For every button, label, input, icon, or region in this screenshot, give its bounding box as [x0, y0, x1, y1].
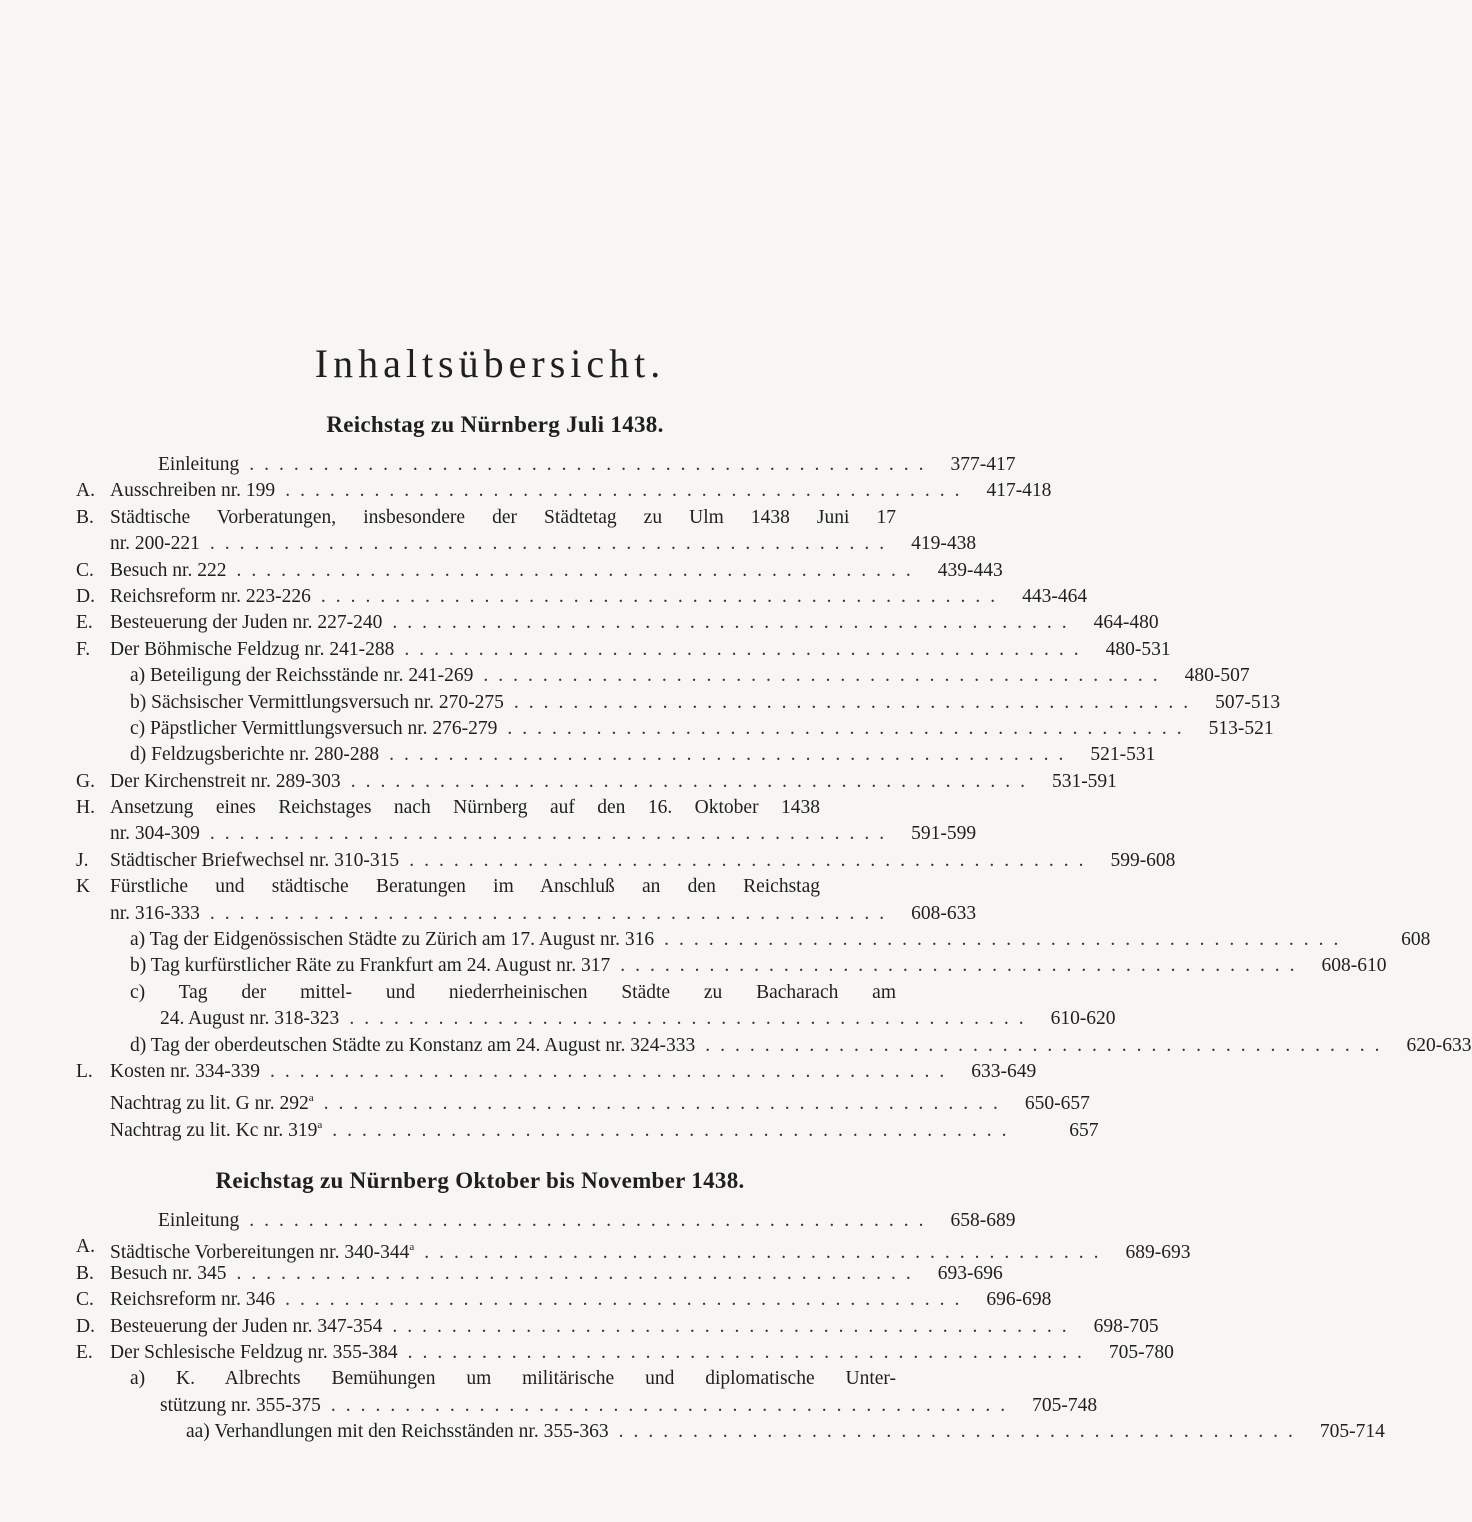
- entry-text: Fürstliche und städtische Beratungen im Anschluß an den Reichstag: [110, 876, 820, 898]
- toc-entry: B. Besuch nr. 345 .............................................. 693-696: [76, 1261, 896, 1287]
- toc-entry: F. Der Böhmische Feldzug nr. 241-288 .............................................. 480-531: [76, 637, 896, 663]
- toc-subentry: [76, 1366, 896, 1392]
- entry-pages: 443-464: [1022, 585, 1088, 607]
- entry-superscript: a: [308, 1092, 314, 1105]
- entry-text: Besuch nr. 222: [110, 559, 227, 581]
- toc-entry: Nachtrag zu lit. G nr. 292$^a$ .............................................. 650-657: [76, 1085, 896, 1111]
- entry-superscript: a: [317, 1118, 323, 1131]
- toc-list-juli: [76, 452, 1472, 1141]
- entry-letter: A.: [76, 1236, 95, 1258]
- entry-text: Reichsreform nr. 223-226: [110, 585, 311, 607]
- entry-pages: 608: [1401, 929, 1431, 951]
- entry-text: Nachtrag zu lit. Kc nr. 319: [110, 1119, 318, 1141]
- toc-subentry: a) Beteiligung der Reichsstände nr. 241-269 .............................................. 480-507: [76, 663, 896, 689]
- toc-subentry: d) Tag der oberdeutschen Städte zu Konstanz am 24. August nr. 324-333 .............................................. 620-633: [76, 1033, 896, 1059]
- entry-letter: C.: [76, 559, 94, 581]
- entry-pages: 689-693: [1125, 1242, 1191, 1264]
- toc-entry: [76, 874, 896, 900]
- entry-text: Reichsreform nr. 346: [110, 1289, 276, 1311]
- entry-text: a) Beteiligung der Reichsstände nr. 241-269: [130, 665, 474, 687]
- entry-pages: 417-418: [986, 480, 1052, 502]
- toc-entry: Nachtrag zu lit. Kc nr. 319$^a$ .............................................. 657: [76, 1112, 896, 1138]
- entry-text: d) Feldzugsberichte nr. 280-288: [130, 744, 380, 766]
- entry-letter: G.: [76, 770, 95, 792]
- entry-text: Der Kirchenstreit nr. 289-303: [110, 770, 341, 792]
- toc-subentry: d) Feldzugsberichte nr. 280-288 .............................................. 521-531: [76, 742, 896, 768]
- entry-pages: 419-438: [911, 533, 977, 555]
- toc-subentry: b) Sächsischer Vermittlungsversuch nr. 270-275 .............................................. 507-513: [76, 690, 896, 716]
- entry-pages: 610-620: [1050, 1008, 1116, 1030]
- entry-pages: 464-480: [1093, 612, 1159, 634]
- toc-entry: Einleitung .............................................. 658-689: [76, 1208, 896, 1234]
- toc-entry: nr. 200-221 .............................................. 419-438: [76, 531, 896, 557]
- entry-text: Ansetzung eines Reichstages nach Nürnberg auf den 16. Oktober 1438: [110, 797, 820, 819]
- section-heading-juli: Reichstag zu Nürnberg Juli 1438.: [326, 412, 664, 437]
- toc-entry: C. Reichsreform nr. 346 .............................................. 696-698: [76, 1287, 896, 1313]
- entry-letter: B.: [76, 506, 94, 528]
- toc-entry: C. Besuch nr. 222 .............................................. 439-443: [76, 558, 896, 584]
- entry-pages: 591-599: [911, 823, 977, 845]
- entry-text: nr. 316-333: [110, 902, 200, 924]
- entry-text: c) Päpstlicher Vermittlungsversuch nr. 276-279: [130, 717, 498, 739]
- entry-text: Der Schlesische Feldzug nr. 355-384: [110, 1341, 398, 1363]
- toc-subentry: c) Päpstlicher Vermittlungsversuch nr. 276-279 .............................................. 513-521: [76, 716, 896, 742]
- entry-pages: 521-531: [1090, 744, 1156, 766]
- toc-entry: nr. 304-309 .............................................. 591-599: [76, 821, 896, 847]
- entry-letter: E.: [76, 612, 93, 634]
- entry-text: c) Tag der mittel- und niederrheinischen Städte zu Bacharach am: [130, 981, 896, 1003]
- entry-letter: F.: [76, 638, 91, 660]
- entry-text: b) Sächsischer Vermittlungsversuch nr. 270-275: [130, 691, 504, 713]
- entry-pages: 480-531: [1105, 638, 1171, 660]
- entry-text: Besuch nr. 345: [110, 1262, 227, 1284]
- entry-text: aa) Verhandlungen mit den Reichsständen nr. 355-363: [186, 1421, 609, 1443]
- toc-entry: A. Städtische Vorbereitungen nr. 340-344$^a$ .............................................. 689-693: [76, 1234, 896, 1260]
- entry-text: b) Tag kurfürstlicher Räte zu Frankfurt am 24. August nr. 317: [130, 955, 611, 977]
- entry-pages: 705-714: [1319, 1421, 1385, 1443]
- entry-text: Städtische Vorberatungen, insbesondere der Städtetag zu Ulm 1438 Juni 17: [110, 506, 896, 528]
- entry-letter: B.: [76, 1262, 94, 1284]
- entry-pages: 657: [1069, 1119, 1099, 1141]
- entry-pages: 658-689: [950, 1210, 1016, 1231]
- entry-text: a) Tag der Eidgenössischen Städte zu Zürich am 17. August nr. 316: [130, 929, 655, 951]
- toc-subentry: aa) Verhandlungen mit den Reichsständen nr. 355-363 .............................................. 705-714: [76, 1419, 896, 1445]
- entry-text: stützung nr. 355-375: [160, 1394, 321, 1416]
- entry-letter: J.: [76, 849, 89, 871]
- entry-superscript: a: [409, 1241, 415, 1254]
- entry-text: Ausschreiben nr. 199: [110, 480, 276, 502]
- toc-subentry: a) Tag der Eidgenössischen Städte zu Zürich am 17. August nr. 316 .............................................. 608: [76, 927, 896, 953]
- toc-entry: [76, 505, 896, 531]
- toc-entry: nr. 316-333 .............................................. 608-633: [76, 901, 896, 927]
- entry-pages: 696-698: [986, 1289, 1052, 1311]
- entry-letter: L.: [76, 1060, 93, 1082]
- entry-text: Der Böhmische Feldzug nr. 241-288: [110, 638, 395, 660]
- toc-entry: J. Städtischer Briefwechsel nr. 310-315 .............................................. 599-608: [76, 848, 896, 874]
- toc-subentry: [76, 980, 896, 1006]
- entry-text: Besteuerung der Juden nr. 347-354: [110, 1315, 383, 1337]
- entry-letter: A.: [76, 480, 95, 502]
- entry-text: Besteuerung der Juden nr. 227-240: [110, 612, 383, 634]
- entry-letter: E.: [76, 1341, 93, 1363]
- entry-pages: 599-608: [1110, 849, 1176, 871]
- toc-subentry: 24. August nr. 318-323 .............................................. 610-620: [76, 1006, 896, 1032]
- toc-entry: E. Der Schlesische Feldzug nr. 355-384 .............................................. 705-780: [76, 1340, 896, 1366]
- entry-letter: C.: [76, 1289, 94, 1311]
- entry-pages: 608-610: [1321, 955, 1387, 977]
- entry-letter: D.: [76, 1315, 95, 1337]
- entry-letter: H.: [76, 797, 95, 819]
- entry-letter: K: [76, 876, 91, 898]
- entry-text: Kosten nr. 334-339: [110, 1060, 261, 1082]
- toc-entry: D. Reichsreform nr. 223-226 .............................................. 443-464: [76, 584, 896, 610]
- page-title: Inhaltsübersicht.: [314, 341, 666, 386]
- entry-pages: 480-507: [1184, 665, 1250, 687]
- entry-pages: 620-633: [1406, 1034, 1472, 1056]
- entry-pages: 698-705: [1093, 1315, 1159, 1337]
- entry-pages: 531-591: [1051, 770, 1117, 792]
- entry-text: Städtischer Briefwechsel nr. 310-315: [110, 849, 400, 871]
- toc-list-oktober: [76, 1208, 1385, 1446]
- entry-pages: 439-443: [937, 559, 1003, 581]
- toc-entry: E. Besteuerung der Juden nr. 227-240 .............................................. 464-480: [76, 610, 896, 636]
- toc-entry: Einleitung .............................................. 377-417: [76, 452, 896, 478]
- entry-text: 24. August nr. 318-323: [160, 1008, 340, 1030]
- toc-entry: D. Besteuerung der Juden nr. 347-354 .............................................. 698-705: [76, 1314, 896, 1340]
- entry-pages: 650-657: [1024, 1093, 1090, 1115]
- toc-entry: A. Ausschreiben nr. 199 .............................................. 417-418: [76, 478, 896, 504]
- toc-subentry: stützung nr. 355-375 .............................................. 705-748: [76, 1393, 896, 1419]
- entry-pages: 633-649: [971, 1060, 1037, 1082]
- entry-text: Nachtrag zu lit. G nr. 292: [110, 1093, 309, 1115]
- entry-text: nr. 200-221: [110, 533, 200, 555]
- toc-entry: L. Kosten nr. 334-339 .............................................. 633-649: [76, 1059, 896, 1085]
- entry-pages: 608-633: [911, 902, 977, 924]
- entry-text: Einleitung: [158, 1210, 240, 1231]
- entry-pages: 693-696: [937, 1262, 1003, 1284]
- entry-pages: 705-780: [1108, 1341, 1174, 1363]
- toc-entry: G. Der Kirchenstreit nr. 289-303 .............................................. 531-591: [76, 769, 896, 795]
- entry-pages: 513-521: [1208, 717, 1274, 739]
- section-heading-oktober: Reichstag zu Nürnberg Oktober bis November 1438.: [215, 1168, 745, 1193]
- entry-pages: 507-513: [1215, 691, 1281, 713]
- entry-text: nr. 304-309: [110, 823, 200, 845]
- entry-text: Einleitung: [158, 454, 240, 475]
- toc-subentry: b) Tag kurfürstlicher Räte zu Frankfurt am 24. August nr. 317 .............................................. 608-610: [76, 953, 896, 979]
- entry-text: a) K. Albrechts Bemühungen um militärische und diplomatische Unter-: [130, 1368, 896, 1390]
- toc-entry: [76, 795, 896, 821]
- entry-pages: 705-748: [1032, 1394, 1098, 1416]
- entry-text: Städtische Vorbereitungen nr. 340-344: [110, 1242, 410, 1264]
- entry-pages: 377-417: [950, 454, 1016, 475]
- entry-letter: D.: [76, 585, 95, 607]
- entry-text: d) Tag der oberdeutschen Städte zu Konstanz am 24. August nr. 324-333: [130, 1034, 696, 1056]
